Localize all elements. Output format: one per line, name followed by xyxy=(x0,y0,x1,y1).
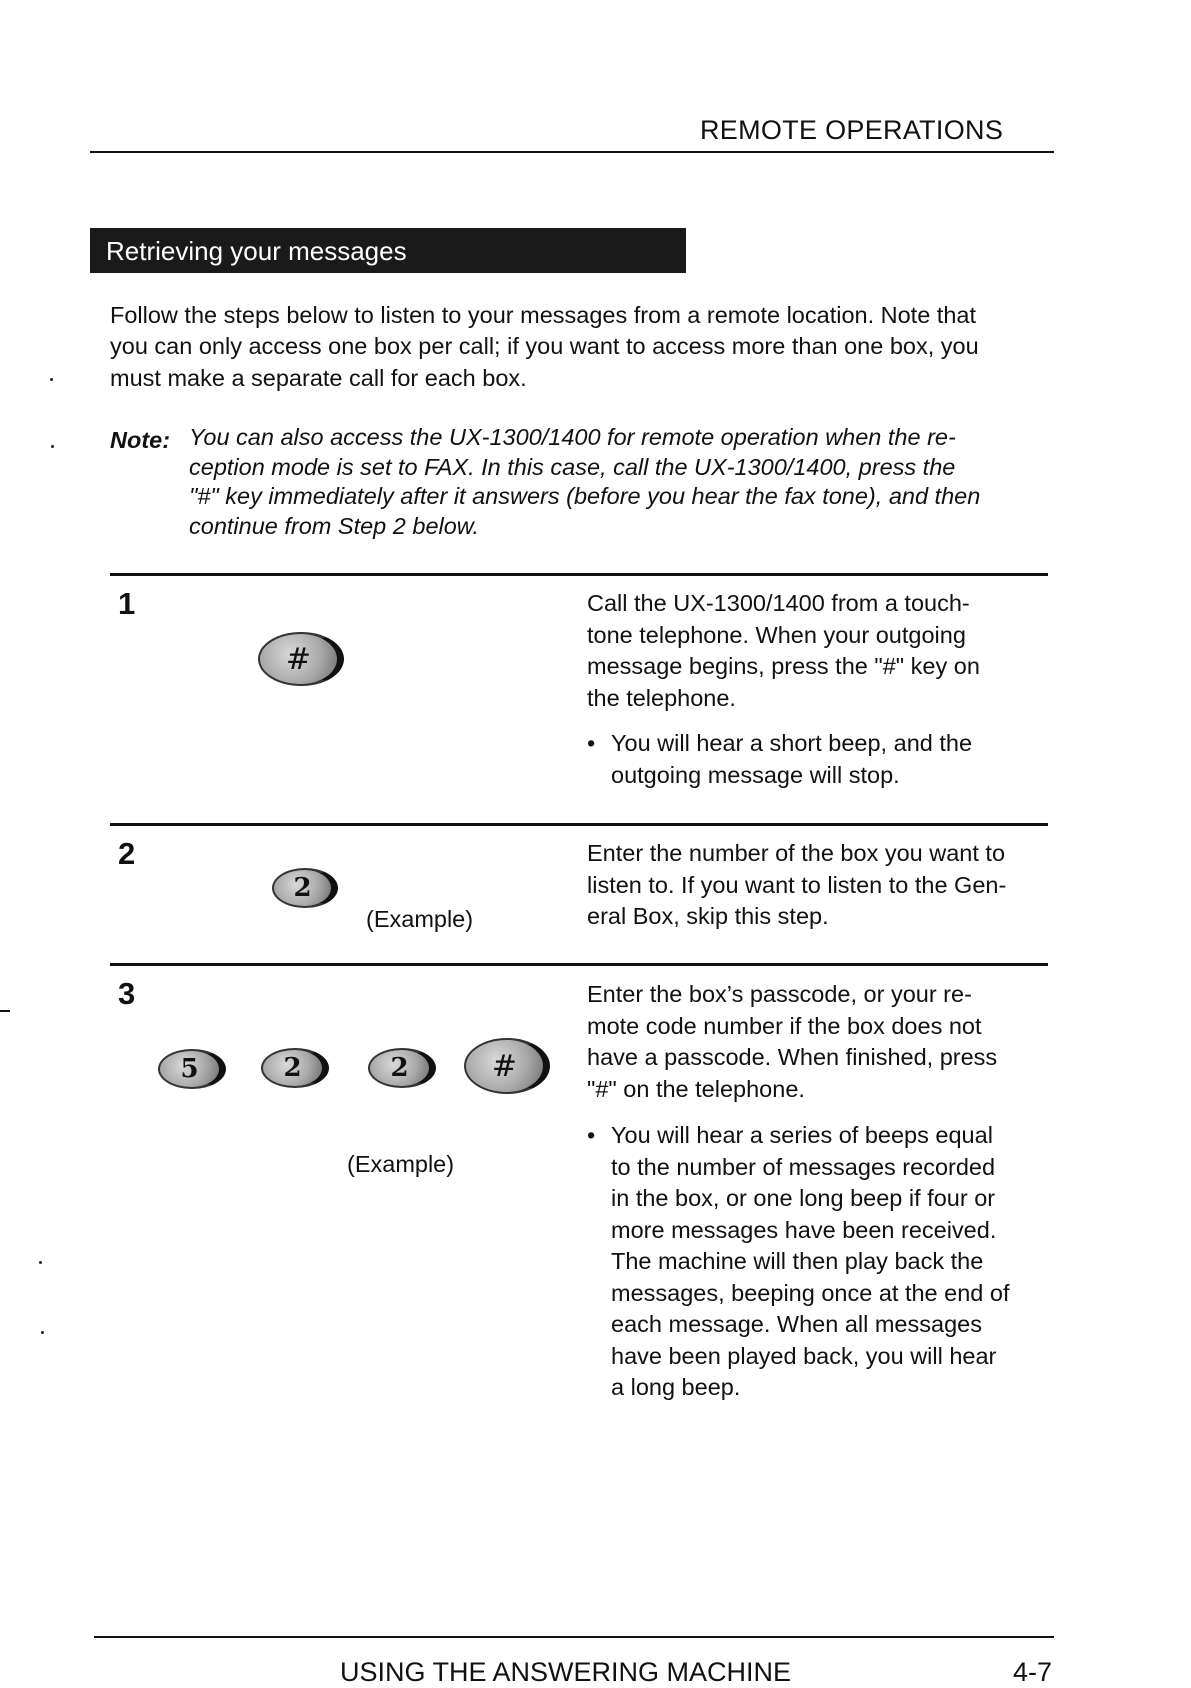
footer-chapter-title: USING THE ANSWERING MACHINE xyxy=(340,1657,792,1687)
running-header: REMOTE OPERATIONS xyxy=(700,115,1004,145)
step-1-number: 1 xyxy=(118,586,136,621)
step-3-line-2: mote code number if the box does not xyxy=(587,1012,982,1039)
step-1-bullet xyxy=(587,728,1047,791)
scan-speck xyxy=(39,1261,42,1264)
intro-line-3: must make a separate call for each box. xyxy=(110,365,527,391)
step-1-line-2: tone telephone. When your outgoing xyxy=(587,621,966,648)
step-3-bullet-line-7: each message. When all messages xyxy=(611,1311,982,1337)
step-3-bullet-line-4: more messages have been received. xyxy=(611,1216,997,1243)
step-3-bullet-line-1: You will hear a series of beeps equal xyxy=(611,1122,993,1148)
step-3-bullet-line-8: have been played back, you will hear xyxy=(611,1342,997,1369)
step-1-line-4: the telephone. xyxy=(587,684,736,711)
hash-key-icon: # xyxy=(464,1038,550,1094)
step-1-line-3: message begins, press the "#" key on xyxy=(587,653,980,679)
step-3-bullet-line-9: a long beep. xyxy=(611,1374,741,1400)
hash-key-icon: # xyxy=(258,632,344,686)
step-3-example-caption: (Example) xyxy=(347,1151,455,1177)
step-3-bullet-line-3: in the box, or one long beep if four or xyxy=(611,1185,996,1211)
footer-rule xyxy=(94,1636,1054,1638)
page-number: 4-7 xyxy=(1013,1657,1053,1687)
bullet-dot: • xyxy=(587,730,596,756)
step-2-example-caption: (Example) xyxy=(366,906,474,932)
note-line-3: "#" key immediately after it answers (before you hear the fax tone), and then xyxy=(189,483,981,509)
step-1-line-1: Call the UX-1300/1400 from a touch- xyxy=(587,590,970,616)
step-3-bullet xyxy=(587,1120,1047,1404)
section-title: Retrieving your messages xyxy=(106,236,407,266)
step-2-number: 2 xyxy=(118,836,136,871)
step-2-line-1: Enter the number of the box you want to xyxy=(587,840,1006,866)
scan-speck xyxy=(50,378,53,381)
step-1-rule xyxy=(110,573,1048,576)
note-text xyxy=(189,423,1049,541)
scan-speck xyxy=(51,445,54,448)
step-3-text xyxy=(587,979,1037,1105)
step-3-bullet-line-2: to the number of messages recorded xyxy=(611,1153,996,1180)
step-2-rule xyxy=(110,823,1048,826)
step-2-line-2: listen to. If you want to listen to the Gen- xyxy=(587,871,1007,898)
note-line-1: You can also access the UX-1300/1400 for remote operation when the re- xyxy=(189,424,956,450)
step-2-line-3: eral Box, skip this step. xyxy=(587,903,829,929)
scan-speck xyxy=(41,1331,44,1334)
digit-2-key-icon: 2 xyxy=(368,1048,436,1088)
step-1-bullet-line-2: outgoing message will stop. xyxy=(611,761,900,788)
digit-2-key-icon: 2 xyxy=(261,1048,329,1088)
scan-mark xyxy=(0,1010,10,1012)
note-line-2: ception mode is set to FAX. In this case, call the UX-1300/1400, press the xyxy=(189,453,956,480)
bullet-dot: • xyxy=(587,1122,596,1148)
header-rule xyxy=(90,151,1054,153)
digit-5-key-icon: 5 xyxy=(158,1049,226,1089)
step-3-line-4: "#" on the telephone. xyxy=(587,1075,805,1102)
intro-line-2: you can only access one box per call; if you want to access more than one box, you xyxy=(110,333,979,359)
step-3-line-3: have a passcode. When finished, press xyxy=(587,1044,998,1070)
step-1-text xyxy=(587,588,1037,714)
digit-2-key-icon: 2 xyxy=(272,868,338,908)
note-label: Note: xyxy=(110,427,171,453)
step-3-rule xyxy=(110,963,1048,966)
step-1-bullet-line-1: You will hear a short beep, and the xyxy=(611,730,973,756)
note-line-4: continue from Step 2 below. xyxy=(189,512,480,539)
intro-line-1: Follow the steps below to listen to your messages from a remote location. Note that xyxy=(110,302,977,328)
step-3-line-1: Enter the box’s passcode, or your re- xyxy=(587,981,972,1007)
step-3-number: 3 xyxy=(118,976,136,1011)
step-3-bullet-line-6: messages, beeping once at the end of xyxy=(611,1279,1010,1306)
step-3-bullet-line-5: The machine will then play back the xyxy=(611,1248,984,1274)
step-2-text xyxy=(587,838,1037,933)
